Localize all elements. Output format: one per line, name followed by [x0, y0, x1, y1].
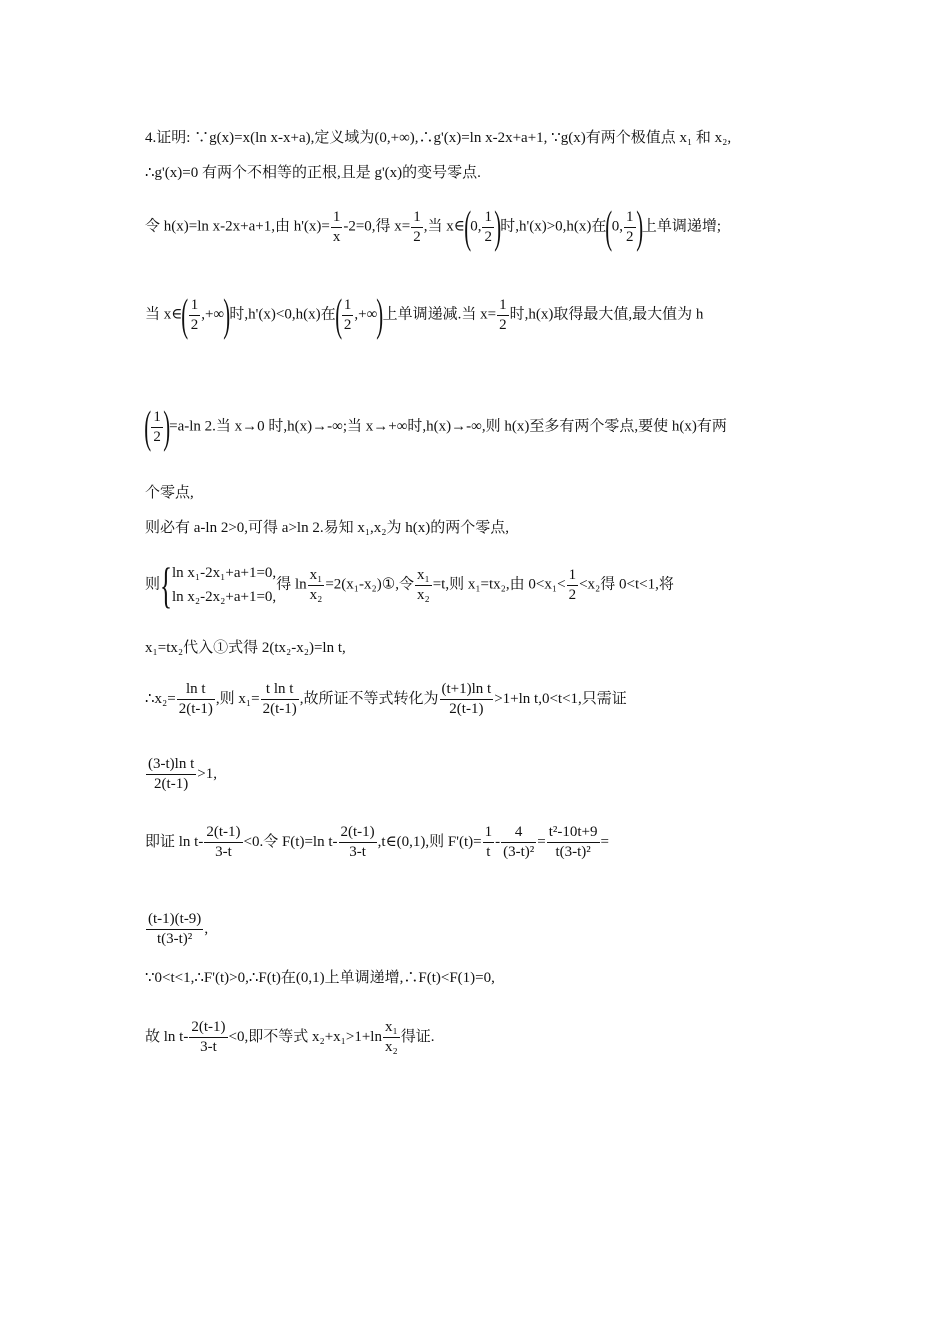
fraction: $\frac{1}{2}$: [568, 566, 577, 603]
fraction: $\frac{2(t-1)}{3-t}$: [206, 824, 241, 860]
proof-line-6: 个零点,: [145, 485, 194, 501]
fraction: $\frac{2(t-1)}{3-t}$: [340, 824, 375, 860]
fraction: $\frac{\text{(t+1)ln t}}{2(t-1)}$: [441, 681, 492, 717]
proof-line-2: ∴g'(x)=0 有两个不相等的正根,且是 g'(x)的变号零点.: [145, 165, 481, 181]
fraction: $\frac{1}{2}$: [413, 208, 421, 245]
fraction: $\frac{\text{x₁}}{\text{x₂}}$: [416, 566, 430, 603]
fraction: $\frac{\text{t ln t}}{2(t-1)}$: [262, 681, 297, 717]
fraction: $\frac{\text{(3-t)ln t}}{2(t-1)}$: [148, 756, 195, 792]
fraction: $\frac{\text{t²-10t+9}}{\text{t(3-t)²}}$: [548, 824, 598, 860]
proof-line-5: ( $\frac{1}{2}$ )=a-ln 2.当 x→0 时,h(x)→-∞;当 x→+∞时,h(x)→-∞,则 h(x)至多有两个零点,要使 h(x)有两: [144, 401, 727, 452]
equation-system: ln x₁-2x₁+a+1=0, ln x₂-2x₂+a+1=0,: [172, 565, 277, 605]
proof-line-11: $\frac{\text{(3-t)ln t}}{2(t-1)}$ >1,: [148, 756, 217, 792]
proof-line-15: 故 ln t- $\frac{2(t-1)}{3-t}$ <0,即不等式 x₂+x₁>1+ln $\frac{\text{x₁}}{\text{x₂}}$ 得证.: [145, 1019, 435, 1055]
proof-line-4: 当 x∈( $\frac{1}{2}$ ,+∞)时,h'(x)<0,h(x)在( $\frac{1}{2}$ ,+∞)上单调递减.当 x= $\frac{1}{2}$ 时,h(x)取得最大值,最大值为 h: [145, 289, 704, 340]
fraction: $\frac{2(t-1)}{3-t}$: [191, 1019, 226, 1055]
fraction: $\frac{1}{2}$: [153, 408, 161, 445]
proof-line-1: 4.证明: ∵g(x)=x(ln x-x+a),定义域为(0,+∞),∴g'(x)=ln x-2x+a+1, ∵g(x)有两个极值点 x₁ 和 x₂,: [145, 130, 732, 146]
fraction: $\frac{1}{2}$: [499, 296, 507, 333]
proof-line-10: ∴x₂= $\frac{\text{ln t}}{2(t-1)}$ ,则 x₁= $\frac{\text{t ln t}}{2(t-1)}$ ,故所证不等式转化为 $\frac{\text{(t+1)ln t}}{2(t-1)}$ >1+ln t,0<t<1,只需证: [145, 681, 627, 717]
fraction: $\frac{\text{ln t}}{2(t-1)}$: [178, 681, 213, 717]
proof-line-14: ∵0<t<1,∴F'(t)>0,∴F(t)在(0,1)上单调递增,∴F(t)<F(1)=0,: [145, 970, 495, 986]
fraction: $\frac{\text{x₁}}{\text{x₂}}$: [384, 1019, 398, 1055]
proof-line-3: 令 h(x)=ln x-2x+a+1,由 h'(x)= $\frac{1}{x}$ -2=0,得 x= $\frac{1}{2}$ ,当 x∈(0, $\frac{1}{2}$ )时,h'(x)>0,h(x)在(0, $\frac{1}{2}$ )上单调递增;: [145, 201, 722, 252]
fraction: $\frac{\text{x₁}}{\text{x₂}}$: [309, 566, 323, 603]
fraction: $\frac{4}{\text{(3-t)²}}$: [503, 824, 535, 860]
proof-line-12: 即证 ln t- $\frac{2(t-1)}{3-t}$ <0.令 F(t)=ln t- $\frac{2(t-1)}{3-t}$ ,t∈(0,1),则 F'(t)= $\frac{1}{t}$ - $\frac{4}{\text{(3-t)²}}$ = $\frac{\text{t²-10t+9}}{\text{t(3-t)²}}$ =: [145, 824, 609, 860]
fraction: $\frac{1}{2}$: [190, 296, 199, 333]
proof-line-9: x₁=tx₂代入①式得 2(tx₂-x₂)=ln t,: [145, 640, 346, 656]
fraction: $\frac{1}{t}$: [484, 824, 493, 860]
fraction: $\frac{1}{x}$: [332, 208, 341, 245]
proof-line-8: 则{ ln x₁-2x₁+a+1=0, ln x₂-2x₂+a+1=0, 得 ln $\frac{\text{x₁}}{\text{x₂}}$ =2(x₁-x₂)①,令 $\frac{\text{x₁}}{\text{x₂}}$ =t,则 x₁=tx₂,由 0<x₁< $\frac{1}{2}$ <x₂得 0<t<1,将: [145, 557, 674, 613]
fraction: $\frac{1}{2}$: [484, 208, 492, 245]
fraction: $\frac{1}{2}$: [343, 296, 352, 333]
fraction: $\frac{1}{2}$: [626, 208, 634, 245]
proof-line-7: 则必有 a-ln 2>0,可得 a>ln 2.易知 x₁,x₂为 h(x)的两个零点,: [145, 520, 510, 536]
fraction: $\frac{(t-1)(t-9)}{\text{t(3-t)²}}$: [148, 911, 202, 947]
proof-line-13: $\frac{(t-1)(t-9)}{\text{t(3-t)²}}$ ,: [148, 911, 209, 947]
